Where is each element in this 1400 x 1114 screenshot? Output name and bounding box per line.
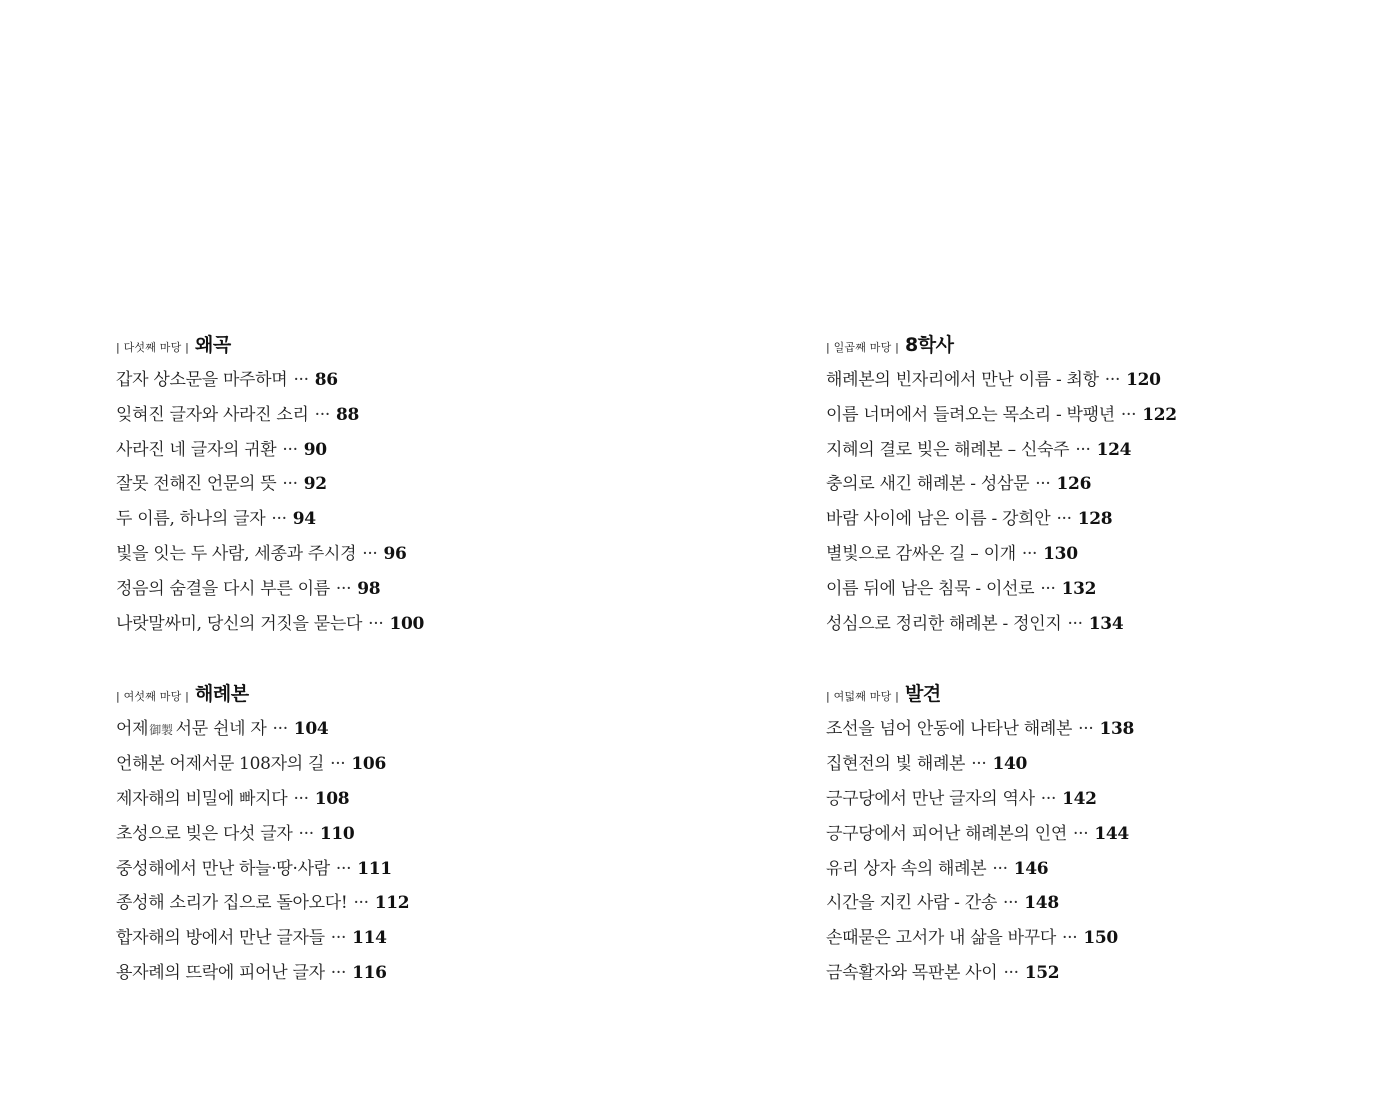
entry-page-number: 126 [1056, 474, 1092, 495]
entry-leader: ··· [1062, 928, 1078, 949]
toc-entry [826, 956, 1386, 991]
toc-entry [116, 502, 676, 537]
entry-page-number: 94 [292, 509, 316, 530]
entry-page-number: 114 [352, 928, 387, 949]
entry-page-number: 148 [1024, 893, 1059, 914]
entry-page-number: 120 [1126, 370, 1161, 390]
entry-page-number: 110 [319, 823, 355, 844]
entry-page-number: 98 [357, 578, 381, 599]
entry-title: 긍구당에서 피어난 해례본의 인연 [826, 823, 1068, 844]
entry-leader: ··· [298, 823, 314, 844]
entry-title: 성심으로 정리한 해례본 - 정인지 [826, 613, 1062, 634]
toc-entry [826, 886, 1386, 921]
entry-title: 유리 상자 속의 해례본 [826, 858, 987, 879]
toc-entry [116, 852, 676, 887]
entry-page-number: 92 [303, 474, 327, 495]
entry-page-number: 106 [351, 754, 386, 775]
entry-hanja: 御製 [149, 723, 173, 738]
entry-leader: ··· [1003, 962, 1019, 983]
section-label: | 여덟째 마당 | [826, 690, 900, 704]
entry-leader: ··· [1056, 509, 1072, 530]
entry-leader: ··· [362, 543, 378, 564]
entry-page-number: 96 [383, 543, 407, 564]
entry-page-number: 122 [1142, 404, 1177, 425]
entry-page-number: 138 [1099, 719, 1135, 740]
toc-entry [116, 433, 676, 468]
entry-leader: ··· [1040, 788, 1057, 809]
entry-leader: ··· [1021, 543, 1038, 564]
entry-title: 어제 [116, 719, 149, 740]
toc-entry [826, 747, 1386, 782]
toc-entry [826, 817, 1386, 852]
toc-entry [116, 712, 676, 747]
toc-entry [116, 398, 676, 433]
entry-leader: ··· [992, 858, 1008, 879]
entry-title-continued: 서문 쉰네 자 [175, 719, 267, 740]
entry-title: 이름 뒤에 남은 침묵 - 이선로 [826, 578, 1035, 599]
entry-page-number: 124 [1096, 439, 1132, 460]
entry-title: 빛을 잇는 두 사람, 세종과 주시경 [116, 543, 357, 564]
entry-page-number: 111 [357, 858, 392, 879]
entry-leader: ··· [293, 370, 309, 390]
entry-leader: ··· [1078, 719, 1094, 740]
entry-title: 용자례의 뜨락에 피어난 글자 [116, 962, 325, 983]
entry-page-number: 144 [1094, 823, 1129, 844]
entry-title: 조선을 넘어 안동에 나타난 해례본 [826, 719, 1073, 740]
entry-title: 초성으로 빚은 다섯 글자 [116, 823, 293, 844]
entry-title: 언해본 어제서문 108자의 길 [116, 754, 325, 775]
entry-title: 금속활자와 목판본 사이 [826, 962, 998, 983]
entry-title: 중성해에서 만난 하늘·땅·사람 [116, 858, 330, 879]
entry-page-number: 140 [992, 754, 1028, 775]
entry-title: 긍구당에서 만난 글자의 역사 [826, 788, 1035, 809]
entry-page-number: 142 [1062, 788, 1097, 809]
entry-leader: ··· [1073, 823, 1089, 844]
entry-title: 갑자 상소문을 마주하며 [116, 370, 288, 390]
entry-title: 나랏말싸미, 당신의 거짓을 묻는다 [116, 613, 363, 634]
toc-section [826, 330, 1386, 641]
toc-entry [116, 467, 676, 502]
toc-entry [826, 398, 1386, 433]
entry-title: 두 이름, 하나의 글자 [116, 509, 266, 530]
entry-leader: ··· [368, 613, 384, 634]
entry-page-number: 134 [1088, 613, 1124, 634]
entry-title: 합자해의 방에서 만난 글자들 [116, 928, 325, 949]
toc-left-column [116, 330, 676, 1029]
section-header [116, 679, 676, 709]
entry-leader: ··· [335, 578, 352, 599]
entry-page-number: 86 [314, 370, 338, 390]
entry-leader: ··· [293, 788, 309, 809]
toc-entry [826, 572, 1386, 607]
entry-page-number: 130 [1043, 543, 1078, 564]
toc-entry [826, 712, 1386, 747]
entry-leader: ··· [1040, 578, 1056, 599]
entry-page-number: 108 [314, 788, 350, 809]
entry-title: 종성해 소리가 집으로 돌아오다! [116, 893, 348, 914]
section-title: 8학사 [905, 334, 954, 356]
toc-entry [826, 607, 1386, 642]
entry-page-number: 90 [303, 439, 327, 460]
entry-page-number: 100 [389, 613, 425, 634]
entry-leader: ··· [330, 928, 347, 949]
toc-entry [116, 607, 676, 642]
entry-page-number: 116 [352, 962, 387, 983]
entry-title: 집현전의 빛 해례본 [826, 754, 966, 775]
toc-right-column [826, 330, 1386, 1029]
section-header [826, 330, 1386, 360]
toc-entry [116, 747, 676, 782]
entry-leader: ··· [330, 962, 347, 983]
toc-entry [826, 852, 1386, 887]
entry-leader: ··· [353, 893, 369, 914]
entry-title: 별빛으로 감싸온 길 – 이개 [826, 543, 1016, 564]
toc-entry [116, 817, 676, 852]
section-header [116, 330, 676, 360]
entry-leader: ··· [1035, 474, 1051, 495]
toc-entry [116, 886, 676, 921]
entry-title: 제자해의 비밀에 빠지다 [116, 788, 288, 809]
entry-page-number: 112 [374, 893, 410, 914]
entry-title: 이름 너머에서 들려오는 목소리 - 박팽년 [826, 404, 1115, 425]
entry-leader: ··· [1104, 370, 1121, 390]
entry-leader: ··· [1075, 439, 1091, 460]
toc-entry [826, 921, 1386, 956]
entry-leader: ··· [282, 474, 298, 495]
entry-leader: ··· [314, 404, 330, 425]
entry-title: 충의로 새긴 해례본 - 성삼문 [826, 474, 1030, 495]
toc-section [116, 330, 676, 641]
toc-entry [826, 433, 1386, 468]
entry-title: 사라진 네 글자의 귀환 [116, 439, 277, 460]
entry-leader: ··· [282, 439, 298, 460]
toc-entry [826, 537, 1386, 572]
toc-entry [116, 572, 676, 607]
toc-section [826, 679, 1386, 990]
entry-leader: ··· [272, 719, 288, 740]
section-title: 왜곡 [195, 334, 231, 356]
entry-leader: ··· [1120, 404, 1137, 425]
entry-leader: ··· [335, 858, 352, 879]
entry-leader: ··· [1002, 893, 1019, 914]
toc-entry [116, 956, 676, 991]
section-header [826, 679, 1386, 709]
entry-leader: ··· [971, 754, 987, 775]
entry-leader: ··· [330, 754, 346, 775]
toc-entry [116, 782, 676, 817]
entry-page-number: 150 [1083, 928, 1118, 949]
toc-entry [116, 537, 676, 572]
section-title: 해례본 [195, 683, 249, 706]
section-label: | 일곱째 마당 | [826, 341, 900, 354]
entry-page-number: 146 [1013, 858, 1049, 879]
section-label: | 여섯째 마당 | [116, 690, 190, 704]
entry-page-number: 88 [335, 404, 360, 425]
entry-title: 바람 사이에 남은 이름 - 강희안 [826, 509, 1051, 530]
section-title: 발견 [905, 683, 941, 706]
entry-title: 해례본의 빈자리에서 만난 이름 - 최항 [826, 370, 1099, 390]
entry-title: 잘못 전해진 언문의 뜻 [116, 474, 277, 495]
toc-entry [116, 363, 676, 398]
entry-page-number: 104 [293, 719, 329, 740]
section-label: | 다섯째 마당 | [116, 341, 190, 354]
toc-section [116, 679, 676, 990]
toc-entry [116, 921, 676, 956]
entry-title: 시간을 지킨 사람 - 간송 [826, 893, 997, 914]
entry-title: 지혜의 결로 빚은 해례본 – 신숙주 [826, 439, 1070, 460]
entry-title: 손때묻은 고서가 내 삶을 바꾸다 [826, 928, 1057, 949]
toc-entry [826, 782, 1386, 817]
entry-leader: ··· [271, 509, 287, 530]
entry-page-number: 132 [1061, 578, 1097, 599]
entry-title: 잊혀진 글자와 사라진 소리 [116, 404, 309, 425]
toc-entry [826, 363, 1386, 398]
entry-page-number: 152 [1024, 962, 1060, 983]
toc-entry [826, 467, 1386, 502]
toc-entry [826, 502, 1386, 537]
entry-leader: ··· [1067, 613, 1083, 634]
entry-title: 정음의 숨결을 다시 부른 이름 [116, 578, 330, 599]
entry-page-number: 128 [1077, 509, 1113, 530]
